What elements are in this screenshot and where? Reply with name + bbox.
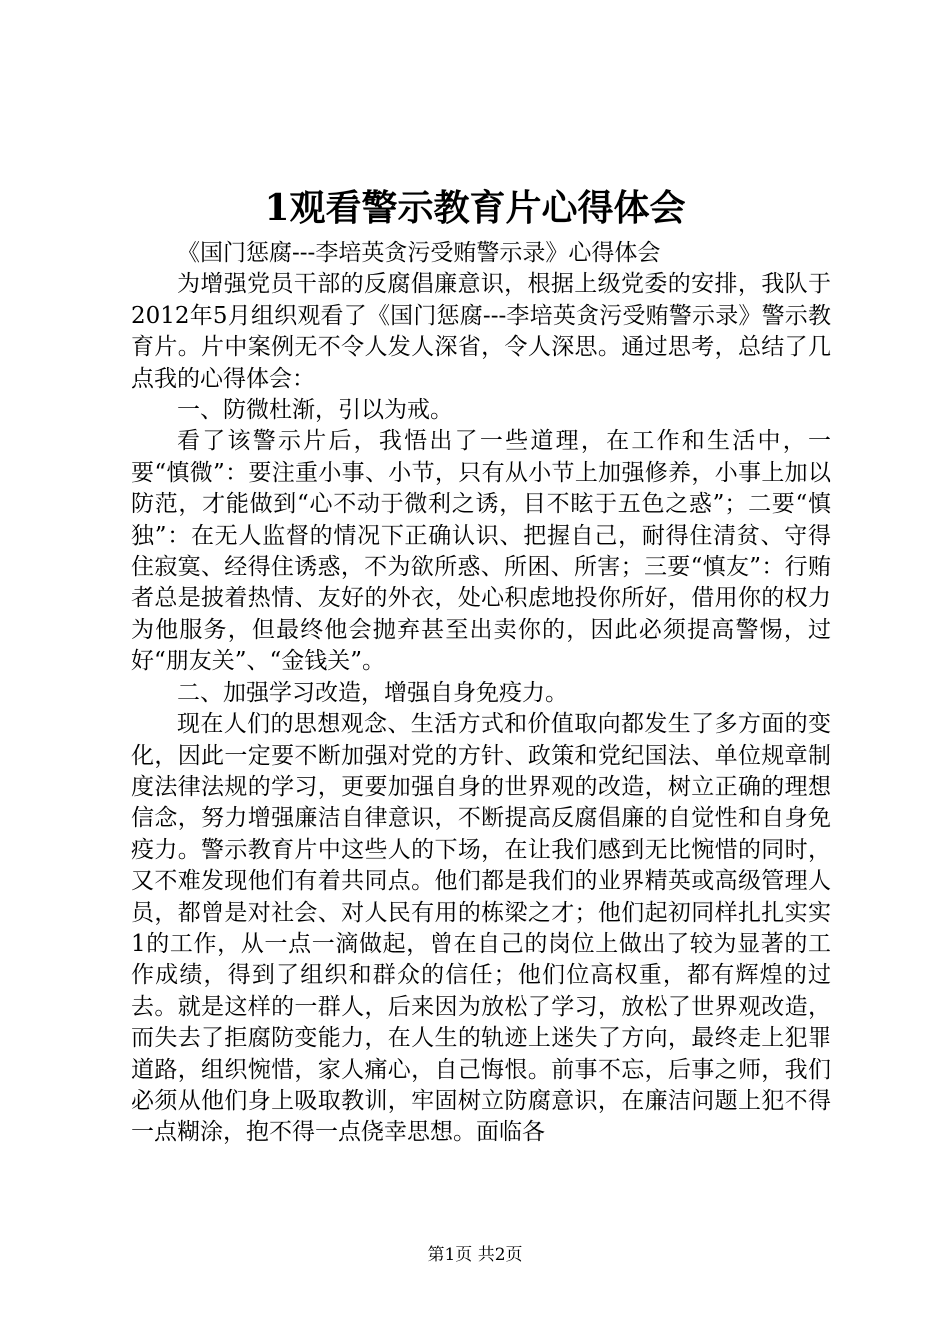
document-body (131, 238, 831, 1149)
document-title: 1观看警示教育片心得体会 (264, 187, 686, 229)
paragraph-section-2: 现在人们的思想观念、生活方式和价值取向都发生了多方面的变化，因此一定要不断加强对党的方针、政策和党纪国法、单位规章制度法律法规的学习，更要加强自身的世界观的改造，树立正确的理想信念，努力增强廉洁自律意识，不断提高反腐倡廉的自觉性和自身免疫力。警示教育片中这些人的下场，在让我们感到无比惋惜的同时，又不难发现他们有着共同点。他们都是我们的业界精英或高级管理人员，都曾是对社会、对人民有用的栋梁之才；他们起初同样扎扎实实1的工作，从一点一滴做起，曾在自己的岗位上做出了较为显著的工作成绩，得到了组织和群众的信任；他们位高权重，都有辉煌的过去。就是这样的一群人，后来因为放松了学习，放松了世界观改造，而失去了拒腐防变能力，在人生的轨迹上迷失了方向，最终走上犯罪道路，组织惋惜，家人痛心，自己悔恨。前事不忘，后事之师，我们必须从他们身上吸取教训，牢固树立防腐意识，在廉洁问题上犯不得一点糊涂，抱不得一点侥幸思想。面临各 (131, 711, 831, 1146)
paragraph-section-1: 看了该警示片后，我悟出了一些道理，在工作和生活中，一要“慎微”：要注重小事、小节，只有从小节上加强修养，小事上加以防范，才能做到“心不动于微利之诱，目不眩于五色之惑”；二要“慎独”：在无人监督的情况下正确认识、把握自己，耐得住清贫、守得住寂寞、经得住诱惑，不为欲所惑、所困、所害；三要“慎友”：行贿者总是披着热情、友好的外衣，处心积虑地投你所好，借用你的权力为他服务，但最终他会抛弃甚至出卖你的，因此必须提高警惕，过好“朋友关”、“金钱关”。 (131, 428, 831, 675)
paragraph-intro: 为增强党员干部的反腐倡廉意识，根据上级党委的安排，我队于2012年5月组织观看了《国门惩腐---李培英贪污受贿警示录》警示教育片。片中案例无不令人发人深省，令人深思。通过思考，总结了几点我的心得体会： (131, 271, 831, 392)
section-heading-2: 二、加强学习改造，增强自身免疫力。 (177, 679, 568, 706)
paragraph-subtitle: 《国门惩腐---李培英贪污受贿警示录》心得体会 (177, 240, 661, 266)
section-heading-1: 一、防微杜渐，引以为戒。 (177, 397, 453, 424)
page-footer: 第1页 共2页 (427, 1245, 523, 1265)
